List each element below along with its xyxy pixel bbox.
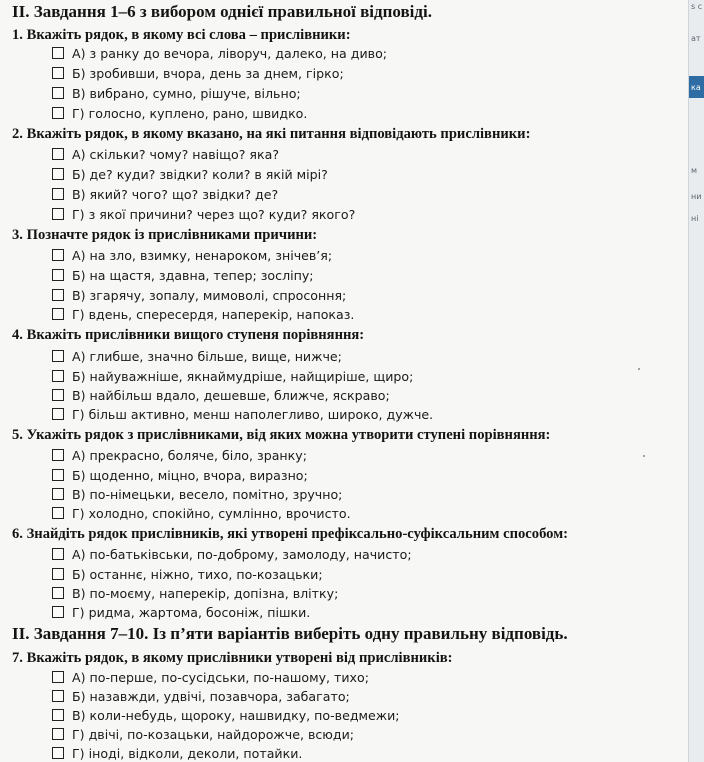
side-text-fragment: ни (691, 192, 702, 201)
side-highlight-bar[interactable] (689, 76, 704, 98)
side-text-fragment: м (691, 166, 698, 175)
checkbox[interactable] (52, 208, 64, 220)
checkbox[interactable] (52, 606, 64, 618)
question-2-option-b[interactable]: Б) де? куди? звідки? коли? в якій мірі? (52, 165, 328, 183)
question-3-option-b[interactable]: Б) на щастя, здавна, тепер; зосліпу; (52, 266, 314, 284)
question-6-option-b[interactable]: Б) останнє, ніжно, тихо, по-козацьки; (52, 565, 323, 583)
checkbox[interactable] (52, 747, 64, 759)
question-2-option-a[interactable]: А) скільки? чому? навіщо? яка? (52, 145, 279, 163)
checkbox[interactable] (52, 587, 64, 599)
checkbox[interactable] (52, 488, 64, 500)
checkbox[interactable] (52, 350, 64, 362)
checkbox[interactable] (52, 671, 64, 683)
section-heading-1: II. Завдання 1–6 з вибором однієї правильної відповіді. (12, 2, 432, 21)
question-5-option-c[interactable]: В) по-німецьки, весело, помітно, зручно; (52, 485, 342, 503)
question-4-option-d[interactable]: Г) більш активно, менш наполегливо, широко, дужче. (52, 405, 433, 423)
question-7-option-c[interactable]: В) коли-небудь, щороку, нашвидку, по-ведмежи; (52, 706, 400, 724)
side-panel (688, 0, 704, 762)
question-7-option-d[interactable]: Г) двічі, по-козацьки, найдорожче, всюди; (52, 725, 354, 743)
question-3-option-c[interactable]: В) згарячу, зопалу, мимоволі, спросоння; (52, 286, 346, 304)
question-4-option-a[interactable]: А) глибше, значно більше, вище, нижче; (52, 347, 342, 365)
checkbox[interactable] (52, 67, 64, 79)
question-5-option-d[interactable]: Г) холодно, спокійно, сумлінно, врочисто. (52, 504, 351, 522)
checkbox[interactable] (52, 389, 64, 401)
checkbox[interactable] (52, 449, 64, 461)
checkbox[interactable] (52, 568, 64, 580)
question-6-title: 6. Знайдіть рядок прислівників, які утворені префіксально-суфіксальним способом: (12, 526, 568, 542)
question-3-option-a[interactable]: А) на зло, взимку, ненароком, знічев’я; (52, 246, 332, 264)
checkbox[interactable] (52, 87, 64, 99)
question-1-title: 1. Вкажіть рядок, в якому всі слова – прислівники: (12, 27, 351, 43)
scan-speck (643, 455, 645, 457)
checkbox[interactable] (52, 370, 64, 382)
question-1-option-c[interactable]: В) вибрано, сумно, рішуче, вільно; (52, 84, 301, 102)
side-text-fragment: s c (691, 2, 703, 11)
checkbox[interactable] (52, 148, 64, 160)
question-2-title: 2. Вкажіть рядок, в якому вказано, на які питання відповідають прислівники: (12, 126, 531, 142)
question-6-option-a[interactable]: А) по-батьківськи, по-доброму, замолоду, начисто; (52, 545, 412, 563)
checkbox[interactable] (52, 408, 64, 420)
question-1-option-d[interactable]: Г) голосно, куплено, рано, швидко. (52, 104, 307, 122)
scan-speck (638, 368, 640, 370)
question-3-option-d[interactable]: Г) вдень, спересердя, наперекір, напоказ. (52, 305, 354, 323)
question-4-option-b[interactable]: Б) найуважніше, якнаймудріше, найщиріше, щиро; (52, 367, 413, 385)
side-text-fragment: ні (691, 214, 699, 223)
question-5-title: 5. Укажіть рядок з прислівниками, від яких можна утворити ступені порівняння: (12, 427, 551, 443)
question-2-option-d[interactable]: Г) з якої причини? через що? куди? якого? (52, 205, 355, 223)
question-6-option-c[interactable]: В) по-моєму, наперекір, допізна, влітку; (52, 584, 338, 602)
question-1-option-a[interactable]: А) з ранку до вечора, ліворуч, далеко, на диво; (52, 44, 387, 62)
question-5-option-a[interactable]: А) прекрасно, боляче, біло, зранку; (52, 446, 307, 464)
checkbox[interactable] (52, 269, 64, 281)
question-4-option-c[interactable]: В) найбільш вдало, дешевше, ближче, яскраво; (52, 386, 390, 404)
checkbox[interactable] (52, 507, 64, 519)
checkbox[interactable] (52, 690, 64, 702)
question-1-option-b[interactable]: Б) зробивши, вчора, день за днем, гірко; (52, 64, 344, 82)
checkbox[interactable] (52, 107, 64, 119)
checkbox[interactable] (52, 249, 64, 261)
question-7-option-a[interactable]: А) по-перше, по-сусідськи, по-нашому, тихо; (52, 668, 369, 686)
checkbox[interactable] (52, 47, 64, 59)
question-3-title: 3. Позначте рядок із прислівниками причини: (12, 227, 318, 243)
question-5-option-b[interactable]: Б) щоденно, міцно, вчора, виразно; (52, 466, 308, 484)
checkbox[interactable] (52, 469, 64, 481)
checkbox[interactable] (52, 709, 64, 721)
question-2-option-c[interactable]: В) який? чого? що? звідки? де? (52, 185, 278, 203)
side-text-fragment: ка (691, 83, 701, 92)
side-text-fragment: ат (691, 34, 701, 43)
checkbox[interactable] (52, 289, 64, 301)
question-7-option-b[interactable]: Б) назавжди, удвічі, позавчора, забагато; (52, 687, 350, 705)
checkbox[interactable] (52, 308, 64, 320)
question-7-option-e[interactable]: Г) іноді, відколи, деколи, потайки. (52, 744, 302, 762)
question-7-title: 7. Вкажіть рядок, в якому прислівники утворені від прислівників: (12, 650, 453, 666)
section-heading-2: II. Завдання 7–10. Із п’яти варіантів виберіть одну правильну відповідь. (12, 624, 568, 643)
question-6-option-d[interactable]: Г) ридма, жартома, босоніж, пішки. (52, 603, 310, 621)
checkbox[interactable] (52, 728, 64, 740)
question-4-title: 4. Вкажіть прислівники вищого ступеня порівняння: (12, 327, 365, 343)
checkbox[interactable] (52, 548, 64, 560)
checkbox[interactable] (52, 188, 64, 200)
checkbox[interactable] (52, 168, 64, 180)
